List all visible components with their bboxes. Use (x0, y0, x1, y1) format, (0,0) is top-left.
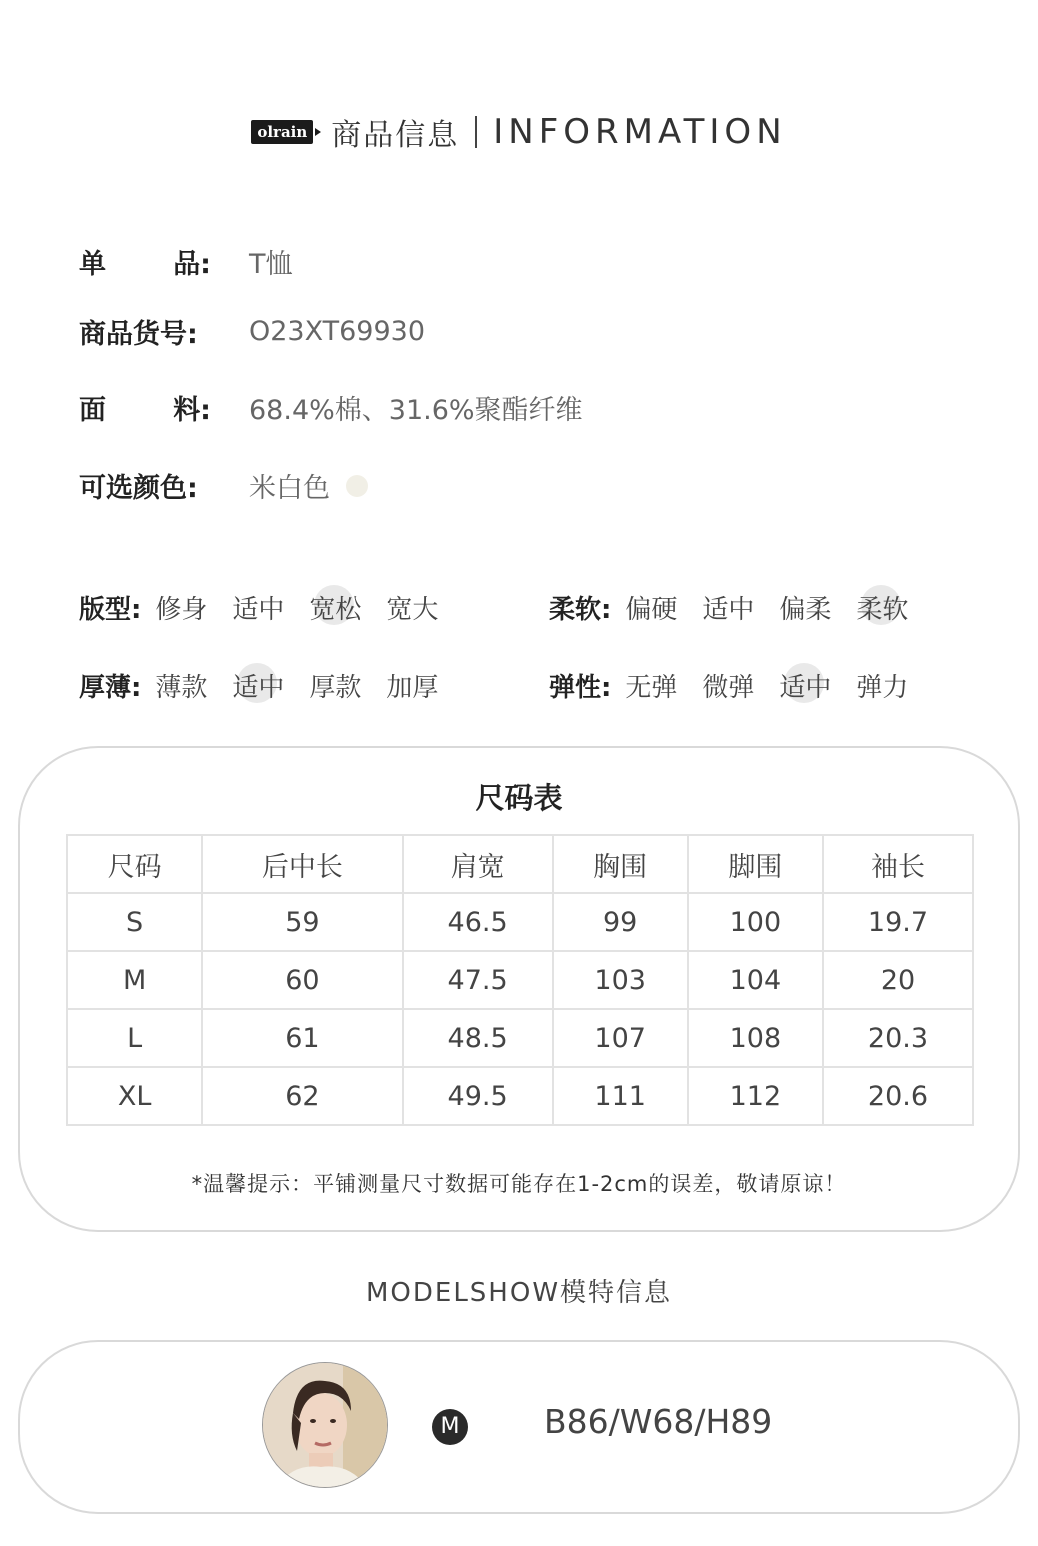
table-row (67, 951, 973, 1009)
attr-thickness-option[interactable] (155, 667, 232, 704)
table-cell: S (67, 893, 202, 951)
attr-option-label: 偏柔 (779, 595, 832, 625)
attr-softness-option[interactable] (856, 589, 933, 626)
attr-softness-option[interactable] (625, 589, 702, 626)
info-fabric-label (79, 388, 211, 427)
table-cell: 62 (202, 1067, 402, 1125)
table-cell: 108 (688, 1009, 823, 1067)
table-cell: 20 (823, 951, 973, 1009)
table-cell: 60 (202, 951, 402, 1009)
table-row (67, 893, 973, 951)
info-sku-row (79, 312, 425, 351)
attr-option-label: 弹力 (856, 673, 909, 703)
attr-fit-option[interactable] (386, 589, 463, 626)
attr-option-label: 适中 (702, 595, 755, 625)
table-row (67, 1067, 973, 1125)
info-colors-row (79, 466, 368, 505)
model-measurements: B86/W68/H89 (544, 1402, 773, 1441)
table-cell: 59 (202, 893, 402, 951)
table-cell: 104 (688, 951, 823, 1009)
table-cell: 46.5 (403, 893, 553, 951)
info-fabric-row (79, 388, 583, 427)
attr-thickness-option[interactable] (309, 667, 386, 704)
model-portrait-image (263, 1363, 387, 1487)
attr-option-label: 适中 (232, 673, 285, 703)
table-cell: 48.5 (403, 1009, 553, 1067)
attr-option-label: 厚款 (309, 673, 362, 703)
attr-option-label: 适中 (232, 595, 285, 625)
attr-elasticity-label: 弹性: (549, 673, 612, 703)
table-cell: 47.5 (403, 951, 553, 1009)
table-cell: 19.7 (823, 893, 973, 951)
info-colors-value: 米白色 (249, 473, 330, 504)
info-fabric-value: 68.4%棉、31.6%聚酯纤维 (249, 395, 583, 426)
attr-option-label: 加厚 (386, 673, 439, 703)
size-table (66, 834, 974, 1126)
model-avatar (262, 1362, 388, 1488)
table-cell: XL (67, 1067, 202, 1125)
attr-softness-label: 柔软: (549, 595, 612, 625)
table-cell: 103 (553, 951, 688, 1009)
attr-thickness-option[interactable] (386, 667, 463, 704)
attr-option-label: 修身 (155, 595, 208, 625)
table-cell: M (67, 951, 202, 1009)
attr-fit-option[interactable] (155, 589, 232, 626)
attr-fit-option[interactable] (232, 589, 309, 626)
attr-elasticity-option[interactable] (779, 667, 856, 704)
table-cell: 111 (553, 1067, 688, 1125)
header-title-cn: 商品信息 (331, 118, 460, 153)
info-sku-value: O23XT69930 (249, 316, 426, 347)
size-table-header: 尺码 (67, 835, 202, 893)
size-chart-title: 尺码表 (475, 781, 563, 815)
info-item-label-b: 品: (173, 249, 211, 280)
attr-option-label: 柔软 (856, 595, 909, 625)
model-section-title: MODELSHOW模特信息 (365, 1278, 673, 1308)
attr-softness (549, 589, 933, 626)
attr-option-label: 偏硬 (625, 595, 678, 625)
section-header (0, 108, 1038, 156)
color-swatch[interactable] (346, 475, 368, 497)
attr-fit (79, 589, 463, 626)
info-item-row (79, 242, 293, 281)
model-size-badge: M (432, 1409, 468, 1445)
size-table-header: 脚围 (688, 835, 823, 893)
info-fabric-label-b: 料: (173, 395, 211, 426)
info-item-label (79, 242, 211, 281)
info-fabric-label-a: 面 (79, 395, 106, 426)
table-cell: 61 (202, 1009, 402, 1067)
attr-thickness-label: 厚薄: (79, 673, 142, 703)
table-cell: 49.5 (403, 1067, 553, 1125)
attr-option-label: 薄款 (155, 673, 208, 703)
header-title-en: INFORMATION (493, 112, 787, 152)
table-cell: 112 (688, 1067, 823, 1125)
attr-elasticity-option[interactable] (856, 667, 933, 704)
table-cell: L (67, 1009, 202, 1067)
size-table-header: 肩宽 (403, 835, 553, 893)
header-divider (475, 116, 477, 148)
size-table-header: 胸围 (553, 835, 688, 893)
attr-option-label: 适中 (779, 673, 832, 703)
attr-elasticity-option[interactable] (702, 667, 779, 704)
attr-elasticity-option[interactable] (625, 667, 702, 704)
attr-fit-label: 版型: (79, 595, 142, 625)
attr-softness-option[interactable] (702, 589, 779, 626)
table-cell: 100 (688, 893, 823, 951)
info-item-value: T恤 (249, 249, 293, 280)
table-cell: 20.3 (823, 1009, 973, 1067)
attr-option-label: 宽大 (386, 595, 439, 625)
attr-fit-option[interactable] (309, 589, 386, 626)
size-table-header: 袖长 (823, 835, 973, 893)
attr-option-label: 无弹 (625, 673, 678, 703)
measurement-tip: *温馨提示：平铺测量尺寸数据可能存在1-2cm的误差，敬请原谅！ (191, 1172, 847, 1196)
size-table-header: 后中长 (202, 835, 402, 893)
brand-logo: olrain (251, 120, 313, 144)
logo-arrow-icon (315, 128, 321, 136)
attr-thickness-option[interactable] (232, 667, 309, 704)
size-table-header-row (67, 835, 973, 893)
model-card (18, 1340, 1020, 1514)
attr-elasticity (549, 667, 933, 704)
table-row (67, 1009, 973, 1067)
attr-option-label: 微弹 (702, 673, 755, 703)
table-cell: 107 (553, 1009, 688, 1067)
attr-softness-option[interactable] (779, 589, 856, 626)
table-cell: 99 (553, 893, 688, 951)
attr-thickness (79, 667, 463, 704)
table-cell: 20.6 (823, 1067, 973, 1125)
attr-option-label: 宽松 (309, 595, 362, 625)
info-item-label-a: 单 (79, 249, 106, 280)
info-colors-label: 可选颜色: (79, 473, 198, 504)
info-sku-label: 商品货号: (79, 319, 198, 350)
